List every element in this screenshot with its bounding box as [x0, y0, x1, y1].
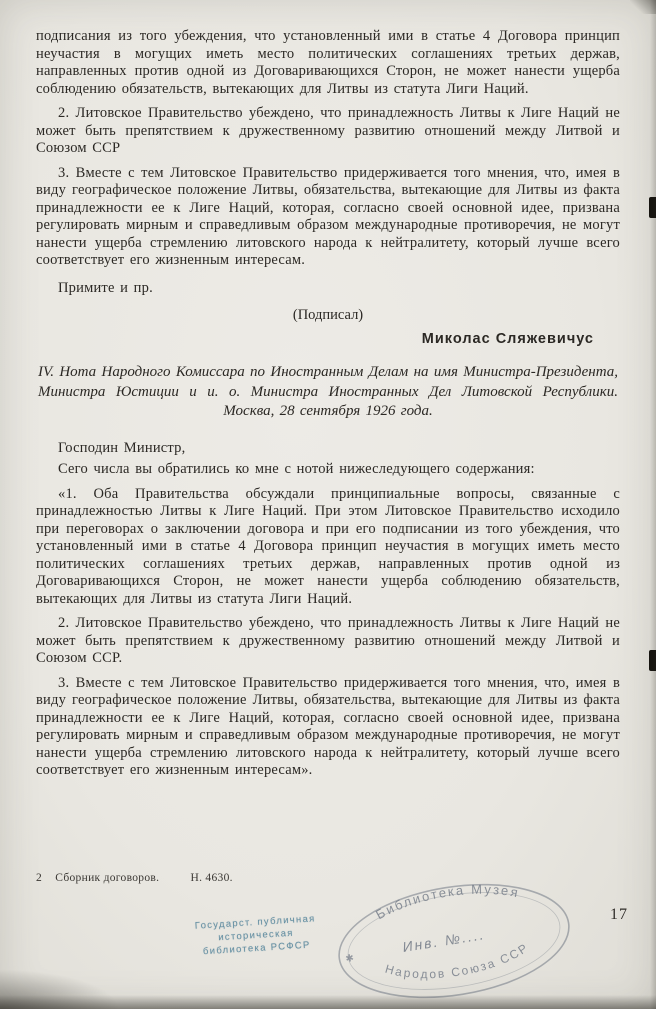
quoted-item-1: «1. Оба Правительства обсуждали принципиальные вопросы, связанные с принадлежностью Литвы к Лиге Наций. При этом Литовское Правительство исходило при переговорах о заключении договора и при его подписании из того убеждения, что установленный ими в статье 4 Договора принцип неучастия в могущих иметь место политических соглашениях третьих держав, направленных против одной из Договаривающихся Сторон, не может нанести ущерба соблюдению обязательств, вытекающих для Литвы из статута Лиги Наций. — [36, 485, 620, 607]
printer-signature — [36, 872, 233, 884]
quoted-item-2: 2. Литовское Правительство убеждено, что принадлежность Литвы к Лиге Наций не может быть препятствием к дружественному развитию отношений между Литвой и Союзом ССР. — [36, 615, 620, 666]
inventory-number-line: Инв. №.... — [401, 926, 487, 956]
quoted-item-3: 3. Вместе с тем Литовское Правительство придерживается того мнения, что, имея в виду географическое положение Литвы, обязательства, вытекающие для Литвы из факта принадлежности ее к Лиге Наций, которая, согласно своей основной идее, призвана регулировать мирным и справедливым образом международные противоречия, не могут нанести ущерба стремлению литовского народа к нейтралитету, который лучше всего соответствует его жизненным интересам». — [36, 674, 620, 778]
museum-stamp-bottom-text: Народов Союза ССР — [383, 940, 532, 982]
scan-edge-shadow — [650, 0, 656, 1009]
salutation: Господин Министр, — [58, 439, 186, 456]
series-title: Сборник договоров. — [55, 872, 160, 884]
page-number: 17 — [610, 906, 628, 923]
library-stamp-line: историческая — [217, 927, 295, 944]
signed-label: (Подписал) — [292, 307, 364, 323]
sheet-number: 2 — [36, 872, 43, 884]
paragraph-item-3: 3. Вместе с тем Литовское Правительство придерживается того мнения, что, имея в виду географическое положение Литвы, обязательства, вытекающие для Литвы из факта принадлежности ее к Лиге Наций, которая, согласно своей основной идее, призвана регулировать мирным и справедливым образом международные противоречия, не могут нанести ущерба стремлению литовского народа к нейтралитету, который лучше всего соответствует его жизненным интересам. — [36, 164, 620, 268]
museum-stamp — [318, 859, 591, 1009]
paragraph-continuation: подписания из того убеждения, что установленный ими в статье 4 Договора принцип неучастия в могущих иметь место политических соглашениях третьих держав, направленных против одной из Договаривающихся Сторон, не может нанести ущерба соблюдению обязательств, вытекающих для Литвы из статута Лиги Наций. — [36, 28, 620, 97]
print-code: Н. 4630. — [190, 872, 233, 884]
museum-stamp-side-mark: ✱ — [344, 952, 357, 966]
section-heading: IV. Нота Народного Комиссара по Иностранным Делам на имя Министра-Президента, Министра Юстиции и и. о. Министра Иностранных Дел Литовской Республики. Москва, 28 сентября 1926 года. — [38, 364, 618, 419]
closing-line: Примите и пр. — [58, 279, 153, 296]
library-stamp-line: Государст. публичная — [194, 913, 316, 932]
paragraph-item-2: 2. Литовское Правительство убеждено, что принадлежность Литвы к Лиге Наций не может быть препятствием к дружественному развитию отношений между Литвой и Союзом ССР — [36, 105, 620, 156]
paragraph-intro: Сего числа вы обратились ко мне с нотой нижеследующего содержания: — [58, 461, 535, 477]
scan-bottom-shadow — [0, 995, 656, 1009]
library-stamp-line: библиотека РСФСР — [202, 939, 311, 958]
signature-name: Миколас Сляжевичус — [421, 331, 594, 347]
library-stamp — [185, 912, 327, 959]
museum-stamp-top-text: Библиотека Музея — [373, 881, 522, 923]
document-text — [36, 28, 620, 784]
